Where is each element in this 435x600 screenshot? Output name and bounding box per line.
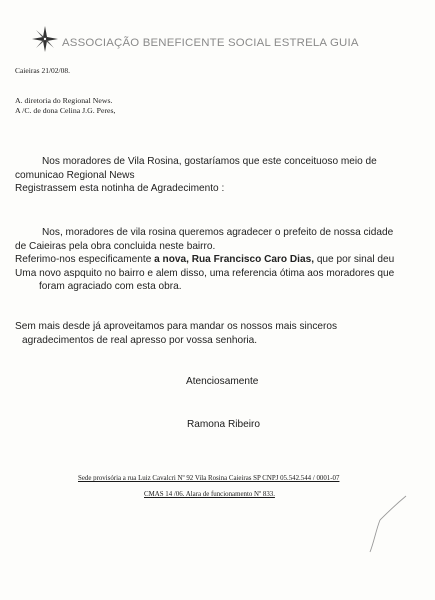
text-line: agradecimentos de real apresso por vossa senhoria.	[22, 334, 258, 346]
recipient-line: A. diretoria do Regional News.	[15, 96, 113, 105]
text-segment: Referimo-nos especificamente	[15, 254, 155, 265]
text-line: de Caieiras pela obra concluida neste bairro.	[15, 240, 216, 252]
paragraph-intro	[15, 155, 377, 196]
signer-name: Ramona Ribeiro	[187, 419, 260, 430]
footer-license: CMAS 14 /06. Alara de funcionamento Nº 833.	[144, 491, 275, 498]
footer-address: Sede provisória a rua Luiz Cavalcri Nº 92 Vila Rosina Caieiras SP CNPJ 05.542.544 / 0001-07	[78, 475, 340, 482]
handwritten-check-mark	[368, 494, 408, 554]
compass-star-icon	[32, 26, 58, 52]
text-line: Uma novo aspquito no bairro e alem disso, uma referencia ótima aos moradores que	[15, 267, 395, 279]
text-line: Nos moradores de Vila Rosina, gostaríamos que este conceituoso meio de	[42, 156, 377, 167]
text-line: Nos, moradores de vila rosina queremos agradecer o prefeito de nossa cidade	[42, 227, 394, 238]
organization-name: ASSOCIAÇÃO BENEFICENTE SOCIAL ESTRELA GUIA	[62, 37, 359, 49]
street-name: a nova, Rua Francisco Caro Dias,	[154, 254, 315, 265]
letter-date: Caieiras 21/02/08.	[15, 66, 70, 75]
recipient-block	[15, 96, 115, 116]
text-line	[15, 253, 394, 267]
closing-salutation: Atenciosamente	[186, 376, 259, 387]
text-line: Registrassem esta notinha de Agradecimento :	[15, 183, 225, 194]
text-line: Sem mais desde já aproveitamos para mandar os nossos mais sinceros	[15, 321, 338, 332]
text-segment: que por sinal deu	[314, 254, 395, 265]
paragraph-thanks	[15, 226, 395, 294]
recipient-line: A /C. de dona Celina J.G. Peres,	[15, 106, 116, 115]
paragraph-closing	[15, 320, 337, 347]
text-line: comunicao Regional News	[15, 169, 135, 181]
text-line: foram agraciado com esta obra.	[39, 281, 182, 292]
